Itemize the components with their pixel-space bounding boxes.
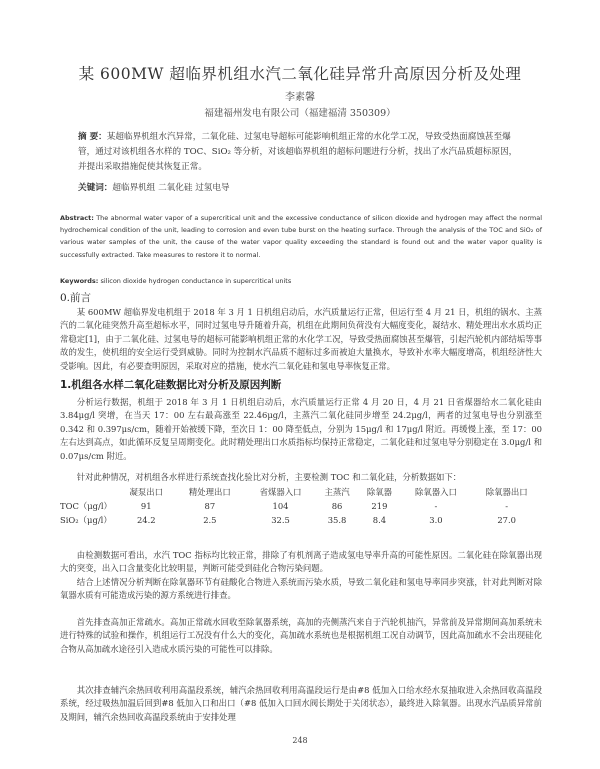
table-cell: - (434, 501, 438, 511)
table-cell: 87 (204, 501, 216, 511)
table-header-cell: 除氧器出口 (485, 487, 528, 497)
keywords-en (60, 277, 542, 285)
keywords-en-label: Keywords: (60, 277, 99, 285)
body-paragraph: 首先排查高加正常疏水。高加正常疏水回收至除氧器系统，高加的壳侧蒸汽来自于汽轮机抽汽，异常前及异常期间高加系统未进行特殊的试验和操作，机组运行工况没有什么大的变化，高加疏水系统也是根据机组工况自动调节，因此高加疏水不会出现硅化合物从高加疏水途径引入造成水质污染的可能性可以排除。 (60, 617, 542, 654)
body-paragraph: 由检测数据可看出，水汽 TOC 指标均比较正常，排除了有机剂离子造成氢电导率升高的可能性原因。二氧化硅在除氧器出现大的突变，出入口含量变化比较明显，判断可能受到硅化合物污染问题。 (60, 550, 542, 574)
table-cell: 86 (331, 501, 343, 511)
table-cell: 32.5 (271, 515, 290, 525)
section1-paragraph-2: 针对此种情况，对机组各水样进行系统查找化验比对分析，主要检测 TOC 和二氧化硅，分析数据如下： (76, 472, 462, 482)
table-cell: 104 (272, 501, 289, 511)
keywords-zh-text: 超临界机组 二氧化硅 过氢电导 (112, 183, 230, 193)
abstract-en-text: The abnormal water vapor of a supercritical unit and the excessive conductance of silicon dioxide and hydrogen may affect the normal hydrochemical condition of the unit, leading to corrosion and even tube burst on the heating surface. Through the analysis of the TOC and SiO₂ of various water samples of the unit, the cause of the water vapor quality exceeding the standard is found out and the water vapor quality is successfully extracted. Take measures to restore it to normal. (60, 214, 542, 259)
keywords-en-text: silicon dioxide hydrogen conductance in supercritical units (100, 277, 292, 285)
table-cell: TOC（μg/l） (60, 501, 112, 511)
abstract-en (60, 212, 542, 261)
table-cell: 8.4 (372, 515, 387, 525)
table-row (60, 513, 542, 527)
table-cell: 27.0 (497, 515, 516, 525)
table-cell: 91 (140, 501, 152, 511)
abstract-zh-label: 摘 要： (78, 132, 107, 142)
table-cell: SiO₂（μg/l） (60, 515, 112, 525)
page-number: 248 (292, 736, 308, 745)
table-header-cell: 除氧器 (366, 487, 392, 497)
body-paragraph: 结合上述情况分析判断在除氧器环节有硅酸化合物进入系统而污染水质，导致二氧化硅和氢电导率同步突涨，针对此判断对除氧器水质有可能造成污染的源方系统进行排查。 (60, 577, 542, 601)
author-name: 李素馨 (285, 92, 315, 103)
author-affiliation: 福建福州发电有限公司（福建福清 350309） (204, 108, 396, 119)
abstract-zh-text: 某超临界机组水汽异常，二氧化硅、过氢电导超标可能影响机组正常的水化学工况，导致受热面腐蚀甚至爆管，通过对该机组各水样的 TOC、SiO₂ 等分析，对该超临界机组的超标问题进行分析，找出了水汽品质超标原因，并提出采取措施促使其恢复正常。 (78, 132, 518, 172)
table-cell: 2.5 (203, 515, 217, 525)
table-header-cell (60, 485, 118, 499)
table-row (60, 499, 542, 513)
preface-heading: 0.前言 (60, 292, 92, 304)
section1-paragraph: 分析运行数据，机组于 2018 年 3 月 1 日机组启动后，水汽质量运行正常 4 月 20 日，4 月 21 日省煤器给水二氧化硅由 3.84μg/l 突增，在当天 17：00 左右最高涨至 22.46μg/l，主蒸汽二氧化硅同步增至 24.2μg/l，两者的过氢电导也分别涨至 0.342 和 0.397μs/cm，随着开始被缓下降，至次日 1：00 降至低点，分别为 15μg/l 和 17μg/l 附近。再缓慢上涨，至 17：00 左右达到高点，如此循环反复呈周期变化。此时精处理出口水质指标均保持正常稳定，二氧化硅和过氢电导分别稳定在 3.0μg/l 和 0.07μs/cm 附近。 (60, 397, 542, 461)
table-header-cell: 省煤器入口 (259, 487, 302, 497)
table-cell: 24.2 (136, 515, 156, 525)
paper-title: 某 600MW 超临界机组水汽二氧化硅异常升高原因分析及处理 (78, 65, 522, 83)
preface-paragraph: 某 600MW 超临界发电机组于 2018 年 3 月 1 日机组启动后，水汽质量运行正常，但运行至 4 月 21 日，机组的锅水、主蒸汽的二氧化硅突然升高至超标水平，同时过氢电导升随着升高，机组在此期间负荷没有大幅度变化，凝结水、精处理出水水质均正常稳定[1]，由于二氧化硅、过氢电导的超标可能影响机组正常的水化学工况，导致受热面腐蚀甚至爆管，引起汽轮机内部结垢等事故的发生，使机组的安全运行受到威胁。同时为控制水汽品质不超标过多而被迫大量换水，导致补水率大幅度增高，机组经济性大受影响。因此，有必要查明原因，采取对应的措施，使水汽二氧化硅和氢电导率恢复正常。 (60, 307, 542, 371)
table-header-cell: 除氧器入口 (415, 487, 457, 497)
analysis-table (60, 485, 542, 527)
table-header-cell: 主蒸汽 (324, 487, 350, 497)
table-cell: - (505, 501, 509, 511)
table-header-cell: 精处理出口 (188, 487, 231, 497)
table-header-cell: 凝泵出口 (129, 487, 164, 497)
table-cell: 219 (371, 501, 388, 511)
table-header-row (60, 485, 542, 499)
keywords-zh (78, 181, 518, 193)
abstract-zh (78, 130, 518, 175)
table-cell: 3.0 (429, 515, 443, 525)
keywords-zh-label: 关键词： (78, 183, 113, 193)
section1-heading: 1.机组各水样二氧化硅数据比对分析及原因判断 (60, 379, 282, 391)
abstract-en-label: Abstract: (60, 214, 94, 222)
body-paragraph: 其次排查辅汽余热回收利用高温段系统，辅汽余热回收利用高温段运行是由#8 低加入口给水经水泵抽取进入余热回收高温段系统，经过吸热加温后回到#8 低加入口和出口（#8 低加入口回水阀长期处于关闭状态），最终进入除氧器。出现水汽品质异常前及期间，辅汽余热回收高温段系统由于安排处理 (60, 685, 542, 722)
table-cell: 35.8 (327, 515, 347, 525)
